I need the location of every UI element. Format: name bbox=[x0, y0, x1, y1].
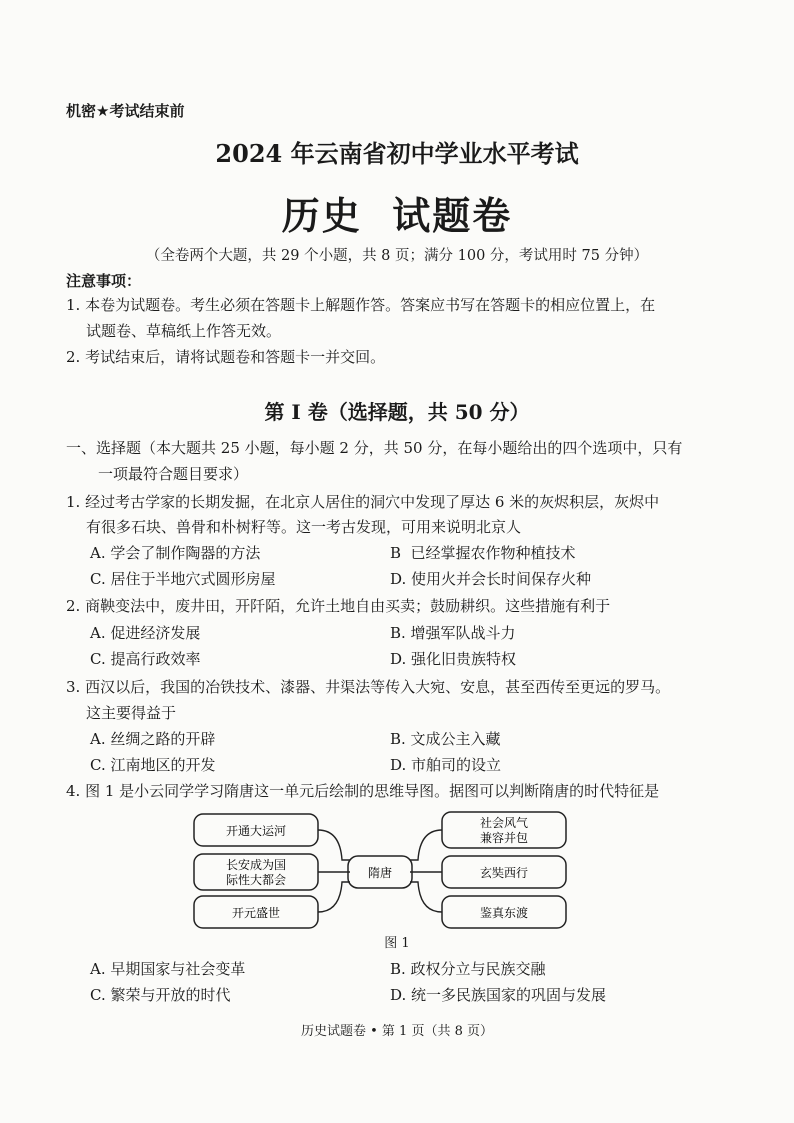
question-3-option-a: A. 丝绸之路的开辟 bbox=[90, 730, 216, 748]
question-4-option-c: C. 繁荣与开放的时代 bbox=[90, 986, 231, 1004]
section-intro: 一、选择题（本大题共 25 小题，每小题 2 分，共 50 分，在每小题给出的四个选项中，只有 bbox=[66, 439, 683, 457]
secret-mark: 机密★考试结束前 bbox=[66, 102, 185, 120]
exam-title: 2024 年云南省初中学业水平考试 bbox=[215, 139, 579, 168]
question-1-stem-cont: 有很多石块、兽骨和朴树籽等。这一考古发现，可用来说明北京人 bbox=[86, 518, 522, 536]
page-footer: 历史试题卷 • 第 1 页（共 8 页） bbox=[300, 1024, 493, 1039]
question-3-option-d: D. 市舶司的设立 bbox=[390, 756, 502, 774]
mindmap-left-node-3-label: 开元盛世 bbox=[231, 906, 281, 920]
question-2-option-c: C. 提高行政效率 bbox=[90, 650, 201, 668]
question-4-option-a: A. 早期国家与社会变革 bbox=[90, 960, 246, 978]
subject-title: 历史 试题卷 bbox=[281, 193, 513, 238]
question-1-stem: 1. 经过考古学家的长期发掘，在北京人居住的洞穴中发现了厚达 6 米的灰烬积层，灰烬中 bbox=[66, 493, 660, 511]
section-intro-cont: 一项最符合题目要求） bbox=[98, 465, 249, 483]
mindmap-center-label: 隋唐 bbox=[367, 866, 393, 880]
mindmap-right-node-1-label-2: 兼容并包 bbox=[479, 831, 529, 845]
question-3-option-b: B. 文成公主入藏 bbox=[390, 730, 501, 748]
question-2-stem: 2. 商鞅变法中，废井田，开阡陌，允许土地自由买卖；鼓励耕织。这些措施有利于 bbox=[66, 597, 611, 615]
section-title: 第 I 卷（选择题，共 50 分） bbox=[264, 400, 530, 424]
notice-item-2: 2. 考试结束后，请将试题卷和答题卡一并交回。 bbox=[66, 348, 386, 366]
mindmap-left-node-1-label: 开通大运河 bbox=[225, 824, 287, 838]
mindmap-figure bbox=[190, 808, 570, 932]
question-3-stem-cont: 这主要得益于 bbox=[86, 704, 177, 722]
mindmap-right-node-1-label-1: 社会风气 bbox=[479, 816, 529, 830]
mindmap-right-node-2-label: 玄奘西行 bbox=[479, 866, 529, 880]
exam-info: （全卷两个大题，共 29 个小题，共 8 页；满分 100 分，考试用时 75 分钟） bbox=[145, 248, 649, 264]
question-2-option-b: B. 增强军队战斗力 bbox=[390, 624, 516, 642]
question-2-option-a: A. 促进经济发展 bbox=[90, 624, 201, 642]
question-1-option-d: D. 使用火并会长时间保存火种 bbox=[390, 570, 592, 588]
question-3-stem: 3. 西汉以后，我国的冶铁技术、漆器、井渠法等传入大宛、安息，甚至西传至更远的罗马。 bbox=[66, 678, 671, 696]
question-4-option-b: B. 政权分立与民族交融 bbox=[390, 960, 546, 978]
notice-heading: 注意事项： bbox=[66, 272, 142, 290]
notice-item-1: 1. 本卷为试题卷。考生必须在答题卡上解题作答。答案应书写在答题卡的相应位置上，在 bbox=[66, 296, 656, 314]
question-4-option-d: D. 统一多民族国家的巩固与发展 bbox=[390, 986, 607, 1004]
mindmap-left-node-2-label-1: 长安成为国 bbox=[225, 858, 287, 872]
notice-item-1-cont: 试题卷、草稿纸上作答无效。 bbox=[86, 322, 282, 340]
figure-label: 图 1 bbox=[384, 936, 410, 951]
mindmap-left-node-2-label-2: 际性大都会 bbox=[225, 873, 287, 887]
mindmap-right-node-3-label: 鉴真东渡 bbox=[479, 906, 529, 920]
question-3-option-c: C. 江南地区的开发 bbox=[90, 756, 216, 774]
question-1-option-a: A. 学会了制作陶器的方法 bbox=[90, 544, 261, 562]
question-1-option-b: B 已经掌握农作物种植技术 bbox=[390, 544, 576, 562]
question-4-stem: 4. 图 1 是小云同学学习隋唐这一单元后绘制的思维导图。据图可以判断隋唐的时代特征是 bbox=[66, 782, 660, 800]
question-2-option-d: D. 强化旧贵族特权 bbox=[390, 650, 517, 668]
question-1-option-c: C. 居住于半地穴式圆形房屋 bbox=[90, 570, 276, 588]
